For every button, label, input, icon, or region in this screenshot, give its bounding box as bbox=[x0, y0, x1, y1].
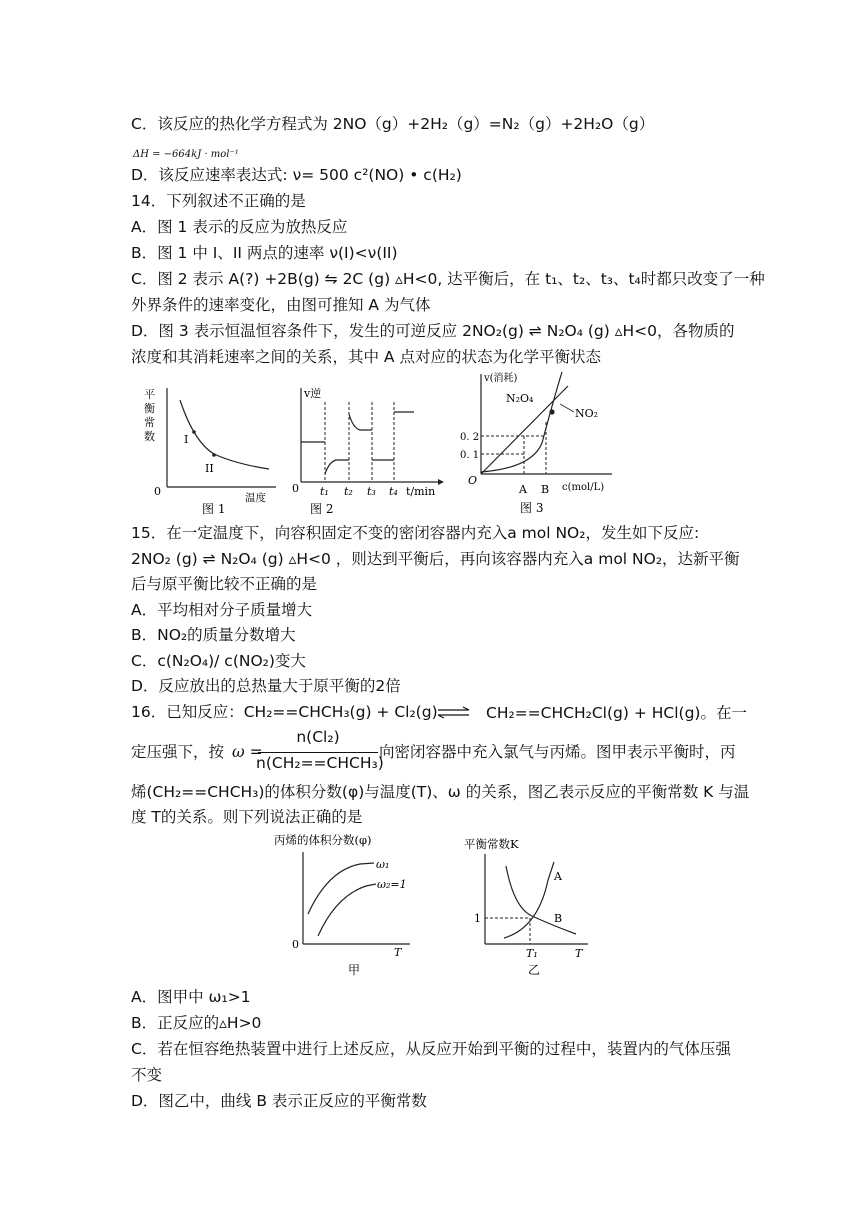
q13-option-c: C．该反应的热化学方程式为 2NO（g）+2H₂（g）=N₂（g）+2H₂O（g） bbox=[131, 115, 655, 133]
figb-xlabel: T bbox=[575, 947, 583, 960]
fig3-ylabel: v(消耗) bbox=[484, 373, 518, 384]
figa-w2-label: ω₂=1 bbox=[377, 878, 407, 891]
figure-1 bbox=[136, 380, 286, 520]
figa-origin: 0 bbox=[292, 938, 299, 951]
q16-stem-line3: 烯(CH₂==CHCH₃)的体积分数(φ)与温度(T)、ω 的关系，图乙表示反应的平衡常数 K 与温 bbox=[131, 783, 750, 801]
q15-option-a: A．平均相对分子质量增大 bbox=[131, 601, 313, 619]
q16-omega-symbol: ω = bbox=[232, 743, 263, 761]
figa-caption: 甲 bbox=[348, 963, 361, 977]
figb-curve-b-label: B bbox=[554, 912, 563, 925]
q16-option-a: A．图甲中 ω₁>1 bbox=[131, 988, 251, 1006]
figb-y-tick-1: 1 bbox=[474, 912, 481, 925]
fig3-x-tick-a: A bbox=[519, 483, 527, 496]
q16-stem-line1: 16．已知反应：CH₂==CHCH₃(g) + Cl₂(g) bbox=[131, 703, 438, 721]
q16-option-c-line2: 不变 bbox=[131, 1066, 163, 1084]
fig3-y-tick-02: 0. 2 bbox=[460, 432, 480, 443]
fig2-ylabel: v逆 bbox=[304, 387, 322, 400]
fig1-ylabel-2: 衡 bbox=[144, 402, 155, 415]
figa-ylabel: 丙烯的体积分数(φ) bbox=[274, 833, 372, 847]
fig3-xunit: c(mol/L) bbox=[562, 482, 605, 493]
fig2-tick-t2: t₂ bbox=[344, 485, 353, 498]
equilibrium-arrow-icon bbox=[436, 706, 472, 720]
q14-option-b: B．图 1 中 I、II 两点的速率 ν(I)<ν(II) bbox=[131, 244, 398, 262]
fig1-point-1-label: I bbox=[184, 433, 189, 446]
fig1-xlabel: 温度 bbox=[245, 492, 266, 504]
fig1-point-2-label: II bbox=[205, 462, 214, 475]
figa-curve-w1 bbox=[308, 863, 374, 914]
fig2-origin: 0 bbox=[292, 482, 299, 495]
fig3-n2o4-curve bbox=[481, 372, 562, 472]
q16-option-c-line1: C．若在恒容绝热装置中进行上述反应，从反应开始到平衡的过程中，装置内的气体压强 bbox=[131, 1040, 731, 1058]
fig1-ylabel-4: 数 bbox=[144, 430, 155, 443]
q15-stem-line3: 后与原平衡比较不正确的是 bbox=[131, 575, 318, 593]
q16-stem-line4: 度 T的关系。则下列说法正确的是 bbox=[131, 808, 363, 826]
q14-option-a: A．图 1 表示的反应为放热反应 bbox=[131, 218, 348, 236]
figb-curve-a bbox=[504, 862, 554, 938]
fig3-curve2-label: NO₂ bbox=[575, 407, 599, 420]
q14-stem: 14．下列叙述不正确的是 bbox=[131, 192, 306, 210]
q16-stem-line1b: CH₂==CHCH₂Cl(g) + HCl(g)。在一 bbox=[486, 704, 747, 722]
figure-yi bbox=[458, 830, 598, 980]
q16-option-d: D．图乙中，曲线 B 表示正反应的平衡常数 bbox=[131, 1092, 427, 1110]
q16-fraction-denominator: n(CH₂==CHCH₃) bbox=[256, 754, 384, 772]
fig1-ylabel-1: 平 bbox=[144, 388, 155, 401]
q15-stem-line1: 15．在一定温度下，向容积固定不变的密闭容器内充入a mol NO₂，发生如下反应: bbox=[131, 524, 700, 542]
fig2-xunit: t/min bbox=[406, 485, 436, 498]
q16-stem-line2b: 向密闭容器中充入氯气与丙烯。图甲表示平衡时，丙 bbox=[379, 743, 736, 761]
fig3-y-tick-01: 0. 1 bbox=[460, 450, 480, 461]
q16-option-b: B．正反应的▵H>0 bbox=[131, 1014, 262, 1032]
fig3-x-tick-b: B bbox=[541, 483, 550, 496]
q16-fraction-numerator: n(Cl₂) bbox=[296, 728, 340, 746]
q15-option-c: C．c(N₂O₄)/ c(NO₂)变大 bbox=[131, 652, 306, 670]
q14-option-d-line1: D．图 3 表示恒温恒容条件下，发生的可逆反应 2NO₂(g) ⇌ N₂O₄ (g) ▵H<0，各物质的 bbox=[131, 322, 735, 340]
fig3-curve1-label: N₂O₄ bbox=[506, 392, 534, 405]
figa-curve-w2 bbox=[318, 884, 376, 936]
q13-delta-h: ΔH = −664kJ · mol⁻¹ bbox=[133, 149, 239, 160]
figb-x-tick-t1: T₁ bbox=[526, 947, 538, 960]
q16-fraction-bar bbox=[258, 752, 378, 753]
fig1-caption: 图 1 bbox=[202, 502, 226, 516]
fig1-curve bbox=[180, 400, 269, 469]
figa-w1-label: ω₁ bbox=[376, 858, 390, 871]
q15-option-d: D．反应放出的总热量大于原平衡的2倍 bbox=[131, 677, 401, 695]
q14-option-d-line2: 浓度和其消耗速率之间的关系，其中 A 点对应的状态为化学平衡状态 bbox=[131, 348, 601, 366]
figure-jia bbox=[270, 830, 420, 980]
figb-curve-a-label: A bbox=[554, 870, 562, 883]
q14-option-c-line2: 外界条件的速率变化，由图可推知 A 为气体 bbox=[131, 296, 431, 314]
fig1-point-2 bbox=[212, 453, 216, 457]
fig3-caption: 图 3 bbox=[520, 501, 544, 515]
fig2-tick-t4: t₄ bbox=[389, 485, 398, 498]
figb-caption: 乙 bbox=[528, 963, 541, 977]
q14-option-c-line1: C．图 2 表示 A(?) +2B(g) ⇋ 2C (g) ▵H<0, 达平衡后，在 t₁、t₂、t₃、t₄时都只改变了一种 bbox=[131, 270, 765, 288]
figa-xlabel: T bbox=[394, 946, 402, 959]
figb-ylabel: 平衡常数K bbox=[464, 837, 519, 851]
fig2-tick-t3: t₃ bbox=[367, 485, 376, 498]
q13-option-d: D．该反应速率表达式: ν= 500 c²(NO) • c(H₂) bbox=[131, 166, 462, 184]
figure-2 bbox=[290, 380, 450, 520]
q15-option-b: B．NO₂的质量分数增大 bbox=[131, 626, 296, 644]
fig3-intersection bbox=[549, 409, 554, 414]
q15-stem-line2: 2NO₂ (g) ⇌ N₂O₄ (g) ▵H<0 ，则达到平衡后，再向该容器内充入a mol NO₂，达新平衡 bbox=[131, 550, 740, 568]
fig1-origin: 0 bbox=[154, 485, 161, 498]
fig2-tick-t1: t₁ bbox=[320, 485, 329, 498]
fig3-origin: O bbox=[468, 474, 478, 487]
figure-3 bbox=[462, 368, 622, 518]
fig1-point-1 bbox=[192, 430, 196, 434]
q16-stem-line2a: 定压强下，按 bbox=[131, 743, 225, 761]
fig2-caption: 图 2 bbox=[310, 502, 334, 516]
fig1-ylabel-3: 常 bbox=[144, 416, 155, 429]
figb-curve-b bbox=[506, 866, 576, 934]
